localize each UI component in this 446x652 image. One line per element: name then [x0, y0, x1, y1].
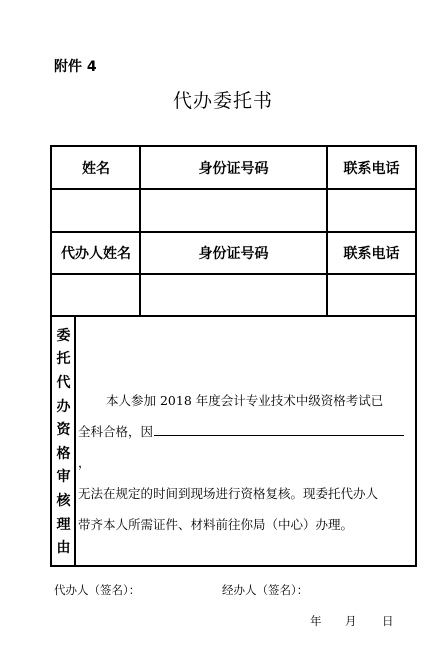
reason-label-char: 由 [56, 540, 71, 557]
agent-id-number-cell[interactable] [141, 275, 326, 315]
handler-signature-label: 经办人（签名）： [222, 583, 309, 597]
reason-prefix: 全科合格，因 [78, 424, 154, 439]
attachment-label: 附件 4 [54, 59, 97, 75]
id-number-cell[interactable] [141, 190, 326, 231]
agent-signature-label: 代办人（签名）： [54, 583, 141, 597]
name-cell[interactable] [52, 190, 140, 231]
reason-label-char: 托 [56, 351, 71, 368]
reason-label-char: 审 [56, 469, 71, 486]
reason-label-char: 理 [56, 516, 71, 533]
reason-label-char: 代 [56, 374, 71, 391]
reason-label-char: 核 [56, 493, 71, 509]
header-agent-phone: 联系电话 [343, 246, 400, 262]
header-phone: 联系电话 [343, 161, 400, 177]
phone-cell[interactable] [328, 190, 415, 231]
reason-line: 无法在规定的时间到现场进行资格复核。现委托代办人 [78, 486, 379, 501]
agent-phone-cell[interactable] [328, 275, 415, 315]
header-agent-name: 代办人姓名 [61, 246, 131, 262]
reason-label [52, 317, 75, 567]
reason-label-char: 格 [56, 445, 71, 462]
date-year: 年 [310, 614, 322, 628]
reason-line [78, 416, 413, 478]
row-divider [52, 315, 415, 317]
reason-label-char: 资 [56, 422, 71, 439]
reason-label-char: 办 [56, 398, 71, 415]
reason-line: 带齐本人所需证件、材料前往你局（中心）办理。 [78, 517, 354, 532]
reason-line: 本人参加 2018 年度会计专业技术中级资格考试已 [106, 393, 384, 408]
reason-suffix: ， [78, 455, 91, 470]
reason-label-char: 委 [56, 327, 71, 344]
page-title: 代办委托书 [172, 90, 273, 112]
form-table [50, 145, 417, 567]
date-day: 日 [382, 614, 394, 628]
header-agent-id-number: 身份证号码 [198, 246, 269, 262]
date-month: 月 [345, 614, 357, 628]
reason-text [78, 385, 413, 540]
header-id-number: 身份证号码 [198, 161, 269, 177]
header-name: 姓名 [82, 161, 110, 177]
reason-blank-field[interactable] [154, 421, 404, 436]
agent-name-cell[interactable] [52, 275, 140, 315]
